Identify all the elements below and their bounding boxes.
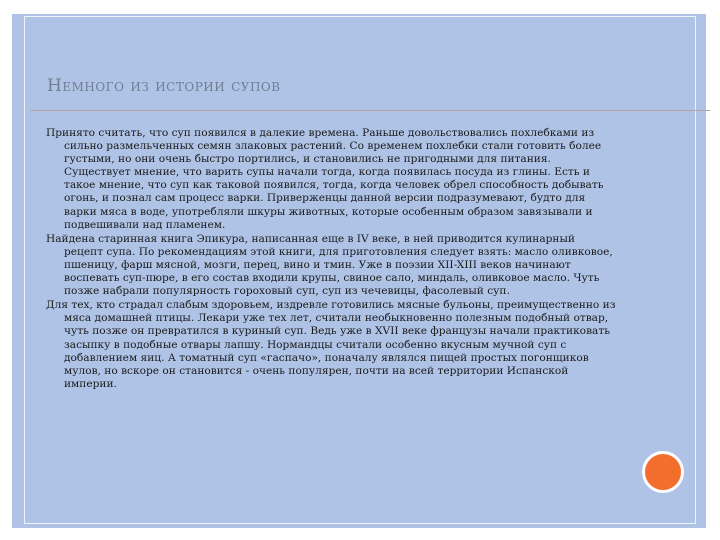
accent-circle — [642, 451, 684, 493]
paragraph-epicurus: Найдена старинная книга Эпикура, написанная еще в IV веке, в ней приводится кулинарный рецепт супа. По рекомендациям этой книги, для приготовления следует взять: масло оливковое, пшеницу, фарш мясной, мозги, перец, вино и тмин. Уже в поэзии XII-XIII веков начинают воспевать суп-пюре, в его состав входили крупы, свиное сало, миндаль, оливковое масло. Чуть позже набрали популярность гороховый суп, суп из чечевицы, фасолевый суп. — [46, 232, 613, 298]
slide-body — [46, 127, 616, 392]
title-divider — [30, 110, 710, 111]
paragraph-broths: Для тех, кто страдал слабым здоровьем, издревле готовились мясные бульоны, преимущественно из мяса домашней птицы. Лекари уже тех лет, считали необыкновенно полезным подобный отвар, чуть позже он превратился в куриный суп. Ведь уже в XVII веке французы начали практиковать засыпку в подобные отвары лапшу. Нормандцы считали особенно вкусным мучной суп с добавлением яиц. А томатный суп «гаспачо», поначалу являлся пищей простых погонщиков мулов, но вскоре он становится - очень популярен, почти на всей территории Испанской империи. — [46, 299, 616, 390]
paragraph-origins: Принято считать, что суп появился в далекие времена. Раньше довольствовались похлебками из сильно размельченных семян злаковых растений. Со временем похлебки стали готовить более густыми, но они очень быстро портились, и становились не пригодными для питания. Существует мнение, что варить супы начали тогда, когда появилась посуда из глины. Есть и такое мнение, что суп как таковой появился, тогда, когда человек обрел способность добывать огонь, и познал сам процесс варки. Приверженцы данной версии подразумевают, будто для варки мяса в воде, употребляли шкуры животных, которые особенным образом завязывали и подвешивали над пламенем. — [46, 127, 604, 231]
slide-title: Немного из истории супов — [47, 76, 281, 96]
